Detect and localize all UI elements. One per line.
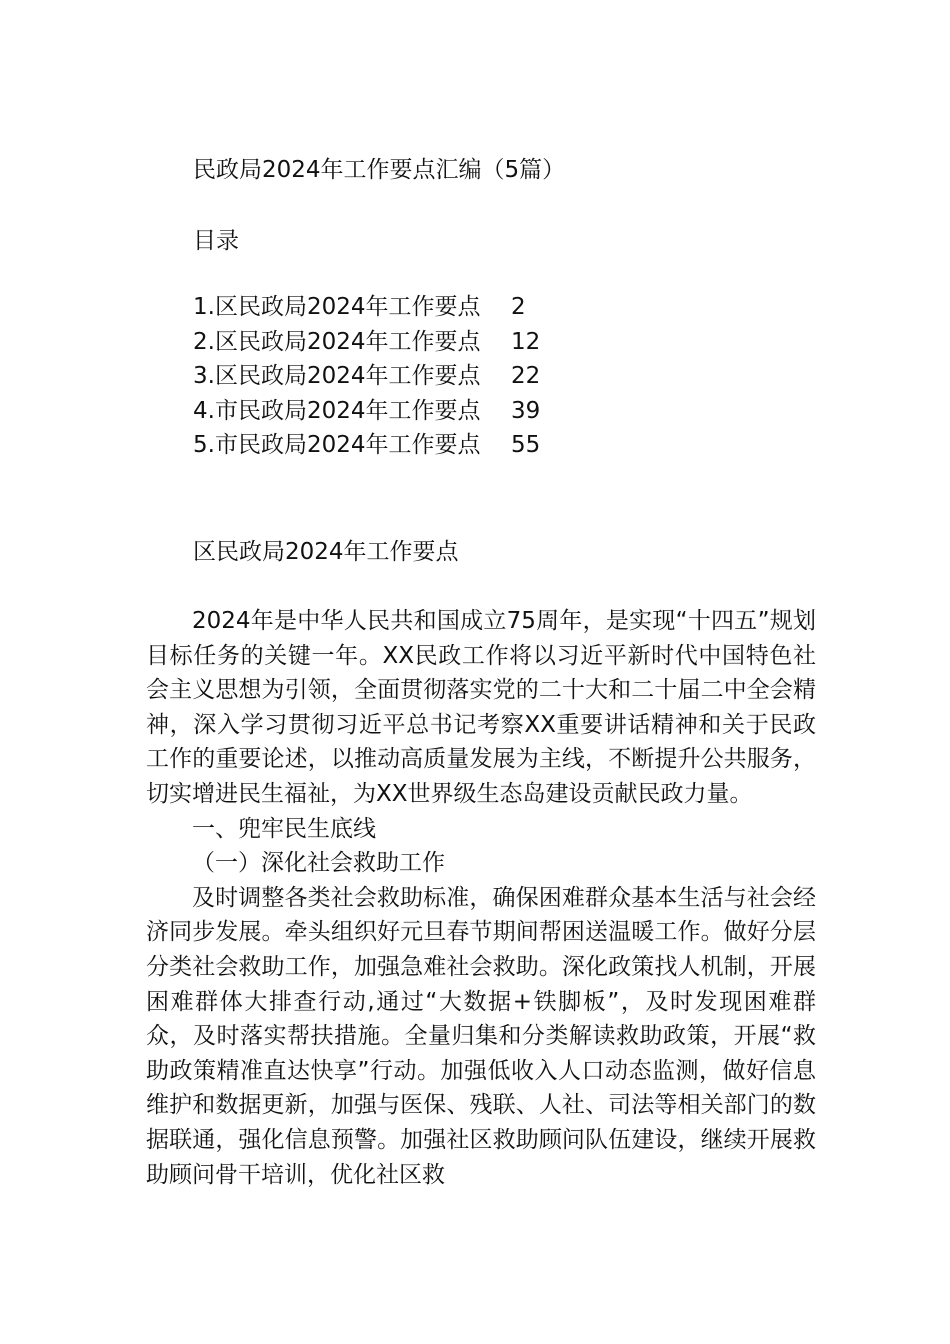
toc-entry[interactable] — [193, 394, 540, 429]
toc-entry-page: 2 — [511, 294, 526, 320]
toc-heading: 目录 — [193, 228, 239, 254]
document-body — [146, 604, 816, 1192]
toc-entry-label: 2.区民政局2024年工作要点 — [193, 328, 481, 355]
section-title: 区民政局2024年工作要点 — [193, 539, 459, 565]
toc-entry-label: 5.市民政局2024年工作要点 — [193, 432, 481, 458]
toc-entry[interactable] — [193, 359, 540, 394]
document-title: 民政局2024年工作要点汇编（5篇） — [193, 157, 566, 183]
intro-paragraph: 2024年是中华人民共和国成立75周年，是实现“十四五”规划目标任务的关键一年。XX民政工作将以习近平新时代中国特色社会主义思想为引领，全面贯彻落实党的二十大和二十届二中全会精神，深入学习贯彻习近平总书记考察XX重要讲话精神和关于民政工作的重要论述，以推动高质量发展为主线，不断提升公共服务，切实增进民生福祉，为XX世界级生态岛建设贡献民政力量。 — [146, 608, 816, 807]
toc-entry-label: 4.市民政局2024年工作要点 — [193, 397, 481, 424]
body-paragraph: 及时调整各类社会救助标准，确保困难群众基本生活与社会经济同步发展。牵头组织好元旦春节期间帮困送温暖工作。做好分层分类社会救助工作，加强急难社会救助。深化政策找人机制，开展困难群体大排查行动,通过“大数据+铁脚板”，及时发现困难群众，及时落实帮扶措施。全量归集和分类解读救助政策，开展“救助政策精准直达快享”行动。加强低收入人口动态监测，做好信息维护和数据更新，加强与医保、残联、人社、司法等相关部门的数据联通，强化信息预警。加强社区救助顾问队伍建设，继续开展救助顾问骨干培训，优化社区救 — [146, 884, 816, 1188]
toc-entry-label: 3.区民政局2024年工作要点 — [193, 363, 481, 389]
toc-entry-page: 22 — [511, 363, 541, 389]
toc-entry[interactable] — [193, 290, 540, 325]
toc-entry-page: 55 — [511, 432, 541, 458]
toc-entry-page: 39 — [511, 397, 541, 424]
toc-entry[interactable] — [193, 428, 540, 463]
toc-entry-page: 12 — [511, 328, 541, 355]
table-of-contents — [193, 290, 540, 463]
heading-level-2: （一）深化社会救助工作 — [192, 850, 445, 877]
toc-entry[interactable] — [193, 325, 540, 360]
heading-level-1: 一、兜牢民生底线 — [192, 815, 376, 842]
toc-entry-label: 1.区民政局2024年工作要点 — [193, 294, 481, 320]
